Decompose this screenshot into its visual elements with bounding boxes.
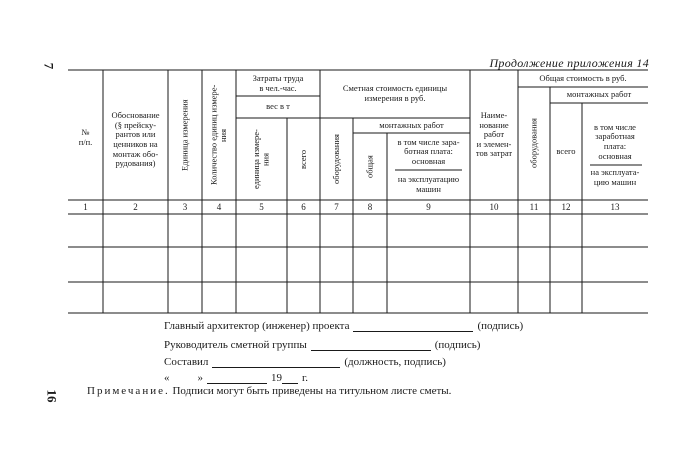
column-number: 8 xyxy=(367,202,373,212)
signature-compiled-caption: (должность, подпись) xyxy=(344,356,446,368)
date-quote-close: » xyxy=(197,372,203,384)
note-text: Подписи могут быть приведены на титульном листе сметы. xyxy=(172,385,452,397)
column-number: 4 xyxy=(216,202,222,212)
signature-head xyxy=(164,339,480,351)
column-number: 7 xyxy=(334,202,339,212)
signature-compiled-label: Составил xyxy=(164,356,209,368)
header-labor: Затраты труда в чел.-час. xyxy=(252,73,304,93)
date-year-suffix: г. xyxy=(302,372,309,384)
header-wage-included: в том числе зара- ботная плата: основная xyxy=(397,136,460,166)
side-page-number-bottom: 16 xyxy=(44,389,60,403)
side-page-number-top: 7 xyxy=(41,62,57,70)
column-number: 10 xyxy=(489,202,499,212)
header-equipment: оборудования xyxy=(330,134,341,184)
header-machine-operation: на эксплуатацию машин xyxy=(397,173,460,194)
note xyxy=(87,385,451,397)
column-number: 3 xyxy=(182,202,188,212)
date-year-prefix: 19 xyxy=(271,372,282,384)
column-number: 1 xyxy=(83,202,88,212)
signature-chief-label: Главный архитектор (инженер) проекта xyxy=(164,320,350,332)
note-label: Примечание. xyxy=(87,385,170,397)
column-number: 9 xyxy=(426,202,431,212)
header-total-equipment: оборудования xyxy=(528,118,539,169)
header-labor-total: всего xyxy=(297,149,308,169)
date-quote-open: « xyxy=(164,372,170,384)
header-labor-unit: единица измере- ния xyxy=(251,129,271,189)
header-total-machine: на эксплуата- цию машин xyxy=(590,167,640,187)
date-day-field[interactable] xyxy=(174,373,194,383)
signature-date xyxy=(164,372,308,384)
header-total-cost: Общая стоимость в руб. xyxy=(539,73,627,84)
column-number: 13 xyxy=(610,202,620,212)
column-number: 12 xyxy=(561,202,571,212)
signature-chief-line[interactable] xyxy=(353,321,473,332)
signature-compiled xyxy=(164,356,446,368)
column-number: 5 xyxy=(259,202,264,212)
header-total-installation: монтажных работ xyxy=(566,89,632,100)
header-unit-cost: Сметная стоимость единицы измерения в руб. xyxy=(342,83,448,103)
header-number: № п/п. xyxy=(78,127,93,147)
header-installation-total: общая xyxy=(364,155,375,178)
header-weight: вес в т xyxy=(266,101,290,112)
header-total-all: всего xyxy=(556,146,576,157)
header-unit: Единица измерения xyxy=(179,99,190,171)
signature-head-line[interactable] xyxy=(311,340,431,351)
signature-chief xyxy=(164,320,523,332)
signature-head-caption: (подпись) xyxy=(434,339,481,351)
continuation-title: Продолжение приложения 14 xyxy=(489,56,649,70)
header-basis: Обоснование (§ прейску- рантов или ценников на монтаж обо- рудования) xyxy=(111,110,160,169)
date-year-field[interactable] xyxy=(282,373,298,384)
header-installation: монтажных работ xyxy=(379,119,444,130)
signature-compiled-line[interactable] xyxy=(212,357,340,368)
column-number: 11 xyxy=(529,202,539,212)
header-quantity: Количество единиц измере- ния xyxy=(208,84,228,186)
column-number: 6 xyxy=(301,202,306,212)
date-month-field[interactable] xyxy=(207,373,267,384)
header-cost-items: Наиме- нование работ и элемен- тов затрат xyxy=(475,110,513,159)
signature-chief-caption: (подпись) xyxy=(477,320,524,332)
signature-head-label: Руководитель сметной группы xyxy=(164,339,307,351)
column-number: 2 xyxy=(133,202,138,212)
header-total-wage: в том числе заработная плата: основная xyxy=(594,121,636,161)
